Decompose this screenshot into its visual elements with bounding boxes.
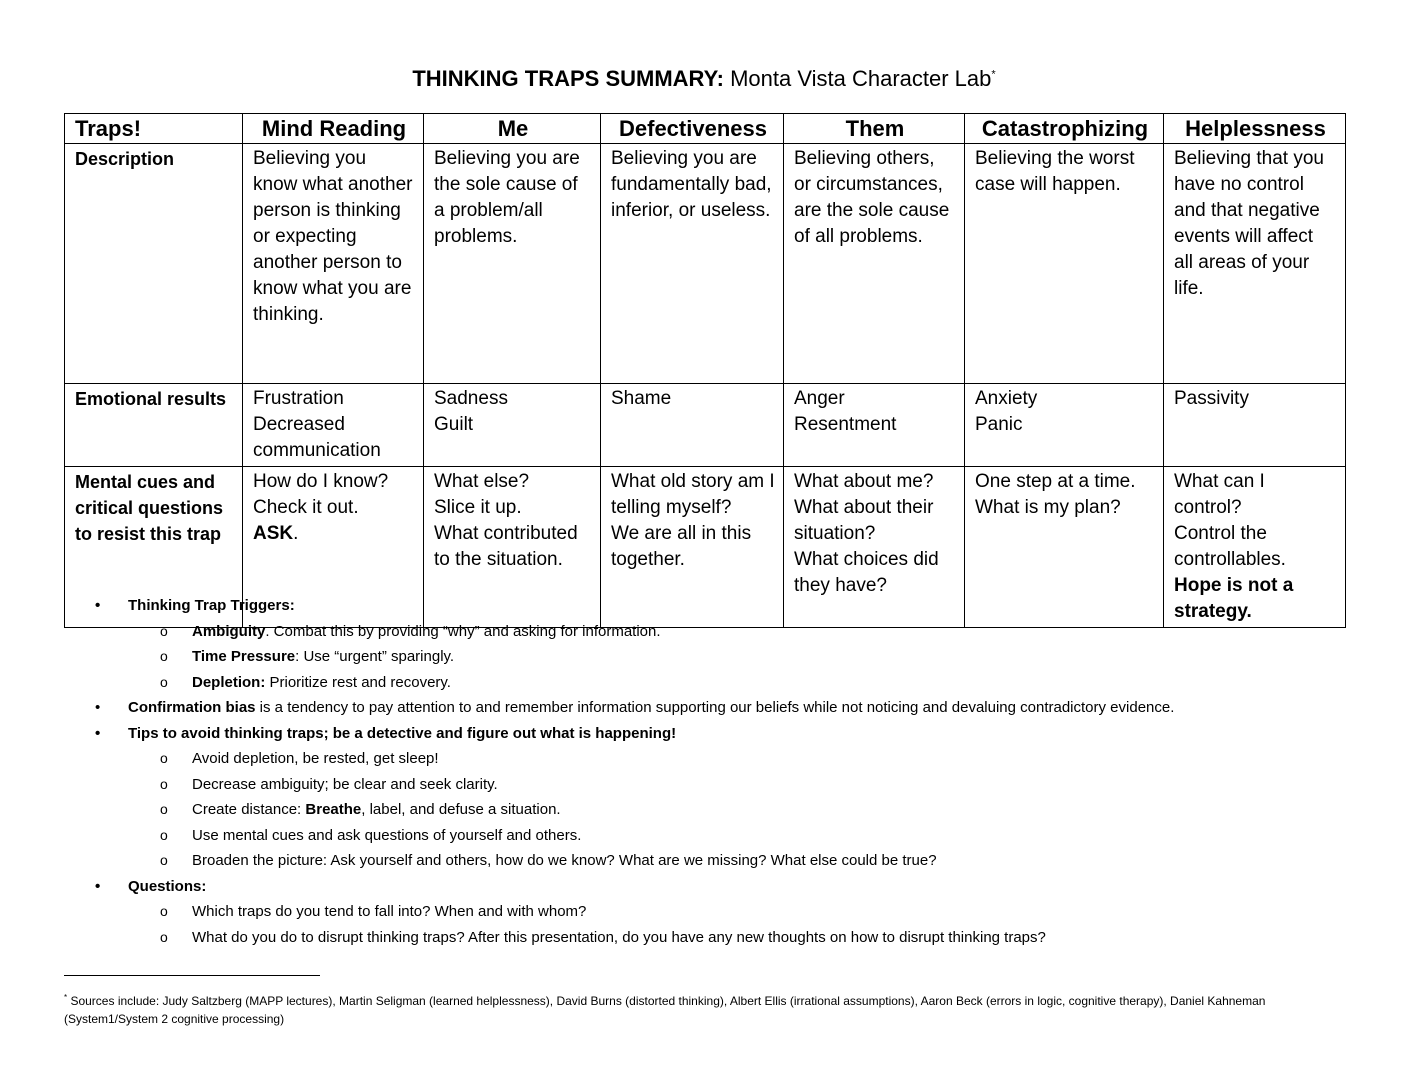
header-them: Them bbox=[784, 114, 965, 144]
emotional-results-row bbox=[65, 384, 1346, 467]
emotional-me bbox=[424, 384, 601, 467]
row-label-description: Description bbox=[65, 144, 243, 384]
tip-bold: Breathe bbox=[305, 801, 362, 818]
cell-line: Control the controllables. bbox=[1174, 523, 1286, 570]
bullet-tip-item: o Decrease ambiguity; be clear and seek clarity. bbox=[64, 772, 1364, 798]
cell-line: What can I control? bbox=[1174, 471, 1265, 518]
description-row bbox=[65, 144, 1346, 384]
cell-line: What else? bbox=[434, 471, 530, 492]
cell-line: What choices did they have? bbox=[794, 549, 939, 596]
trigger-text: : Use “urgent” sparingly. bbox=[295, 648, 455, 665]
cell-line: What about me? bbox=[794, 471, 934, 492]
header-mind-reading: Mind Reading bbox=[243, 114, 424, 144]
cell-line: Sadness bbox=[434, 388, 508, 409]
footnote-divider bbox=[64, 975, 320, 976]
cell-line: What old story am I telling myself? bbox=[611, 471, 775, 518]
description-me: Believing you are the sole cause of a problem/all problems. bbox=[424, 144, 601, 384]
cell-line: How do I know? bbox=[253, 471, 389, 492]
bullet-tips-heading: • Tips to avoid thinking traps; be a detective and figure out what is happening! bbox=[64, 721, 1364, 747]
bullet-tip-item bbox=[64, 797, 1364, 823]
cell-line: What about their situation? bbox=[794, 497, 934, 544]
cell-line: Decreased communication bbox=[253, 414, 381, 461]
cell-line: Slice it up. bbox=[434, 497, 522, 518]
bullet-trigger-item bbox=[64, 670, 1364, 696]
bullet-tip-item: o Broaden the picture: Ask yourself and others, how do we know? What are we missing? What else could be true? bbox=[64, 848, 1364, 874]
cell-line: We are all in this together. bbox=[611, 523, 752, 570]
row-label-emotional-results: Emotional results bbox=[65, 384, 243, 467]
header-defectiveness: Defectiveness bbox=[601, 114, 784, 144]
cell-line: Anxiety bbox=[975, 388, 1038, 409]
title-footnote-marker: * bbox=[991, 68, 996, 81]
emotional-them bbox=[784, 384, 965, 467]
cell-line: Shame bbox=[611, 388, 672, 409]
cell-line: What is my plan? bbox=[975, 497, 1121, 518]
trigger-text: . Combat this by providing “why” and asking for information. bbox=[265, 622, 661, 640]
cell-line: One step at a time. bbox=[975, 471, 1136, 492]
description-catastrophizing: Believing the worst case will happen. bbox=[965, 144, 1164, 384]
confirmation-text: is a tendency to pay attention to and remember information supporting our beliefs while not noticing and devaluing contradictory evidence. bbox=[255, 699, 1175, 716]
tip-text: Create distance: bbox=[192, 801, 306, 818]
cell-line: Passivity bbox=[1174, 388, 1249, 409]
header-helplessness: Helplessness bbox=[1164, 114, 1346, 144]
title-rest: Monta Vista Character Lab bbox=[723, 66, 992, 91]
description-mind-reading: Believing you know what another person is thinking or expecting another person to know what you are thinking. bbox=[243, 144, 424, 384]
emotional-helplessness bbox=[1164, 384, 1346, 467]
cell-line: Panic bbox=[975, 414, 1023, 435]
cell-line: Hope is not a strategy. bbox=[1174, 575, 1294, 622]
cell-line: Guilt bbox=[434, 414, 474, 435]
page-title bbox=[0, 66, 1408, 92]
emotional-catastrophizing bbox=[965, 384, 1164, 467]
title-bold: THINKING TRAPS SUMMARY: bbox=[412, 66, 724, 91]
cell-line: Check it out. bbox=[253, 497, 359, 518]
footnote bbox=[64, 989, 1344, 1028]
header-me: Me bbox=[424, 114, 601, 144]
header-traps: Traps! bbox=[65, 114, 243, 144]
bullet-tip-item: o Use mental cues and ask questions of yourself and others. bbox=[64, 823, 1364, 849]
cell-line: ASK. bbox=[253, 523, 299, 544]
footnote-text: Sources include: Judy Saltzberg (MAPP lectures), Martin Seligman (learned helplessness), David Burns (distorted thinking), Albert Ellis (irrational assumptions), Aaron Beck (errors in logic, cognitive therapy), Daniel Kahneman (System1/System 2 cognitive processing) bbox=[64, 994, 1266, 1026]
cell-line: Resentment bbox=[794, 414, 897, 435]
tip-text: , label, and defuse a situation. bbox=[361, 801, 561, 818]
emotional-mind-reading bbox=[243, 384, 424, 467]
row-label-mental-cues: Mental cues and critical questions to resist this trap bbox=[65, 467, 243, 628]
trigger-term: Depletion: bbox=[192, 673, 266, 691]
trigger-term: Ambiguity bbox=[192, 622, 266, 640]
header-catastrophizing: Catastrophizing bbox=[965, 114, 1164, 144]
bullet-confirmation-bias bbox=[64, 695, 1364, 721]
bullet-list bbox=[64, 593, 1364, 950]
bullet-question-item: o Which traps do you tend to fall into? When and with whom? bbox=[64, 899, 1364, 925]
description-defectiveness: Believing you are fundamentally bad, inferior, or useless. bbox=[601, 144, 784, 384]
table-header-row bbox=[65, 114, 1346, 144]
footnote-marker: * bbox=[64, 993, 68, 1002]
emotional-defectiveness bbox=[601, 384, 784, 467]
confirmation-term: Confirmation bias bbox=[128, 699, 256, 716]
thinking-traps-table bbox=[64, 113, 1346, 628]
cell-line: What contributed to the situation. bbox=[434, 523, 578, 570]
trigger-text: Prioritize rest and recovery. bbox=[265, 673, 451, 691]
ask-text: ASK bbox=[253, 523, 294, 544]
cell-line: Anger bbox=[794, 388, 845, 409]
description-helplessness: Believing that you have no control and that negative events will affect all areas of your life. bbox=[1164, 144, 1346, 384]
description-them: Believing others, or circumstances, are the sole cause of all problems. bbox=[784, 144, 965, 384]
trigger-term: Time Pressure bbox=[192, 648, 296, 665]
bullet-questions-heading: • Questions: bbox=[64, 874, 1364, 900]
bullet-triggers-heading: • Thinking Trap Triggers: bbox=[64, 593, 1364, 619]
bullet-tip-item: o Avoid depletion, be rested, get sleep! bbox=[64, 746, 1364, 772]
bullet-question-item: o What do you do to disrupt thinking traps? After this presentation, do you have any new thoughts on how to disrupt thinking traps? bbox=[64, 925, 1364, 951]
cell-line: Frustration bbox=[253, 388, 344, 409]
bullet-trigger-item bbox=[64, 619, 1364, 645]
bullet-trigger-item bbox=[64, 644, 1364, 670]
